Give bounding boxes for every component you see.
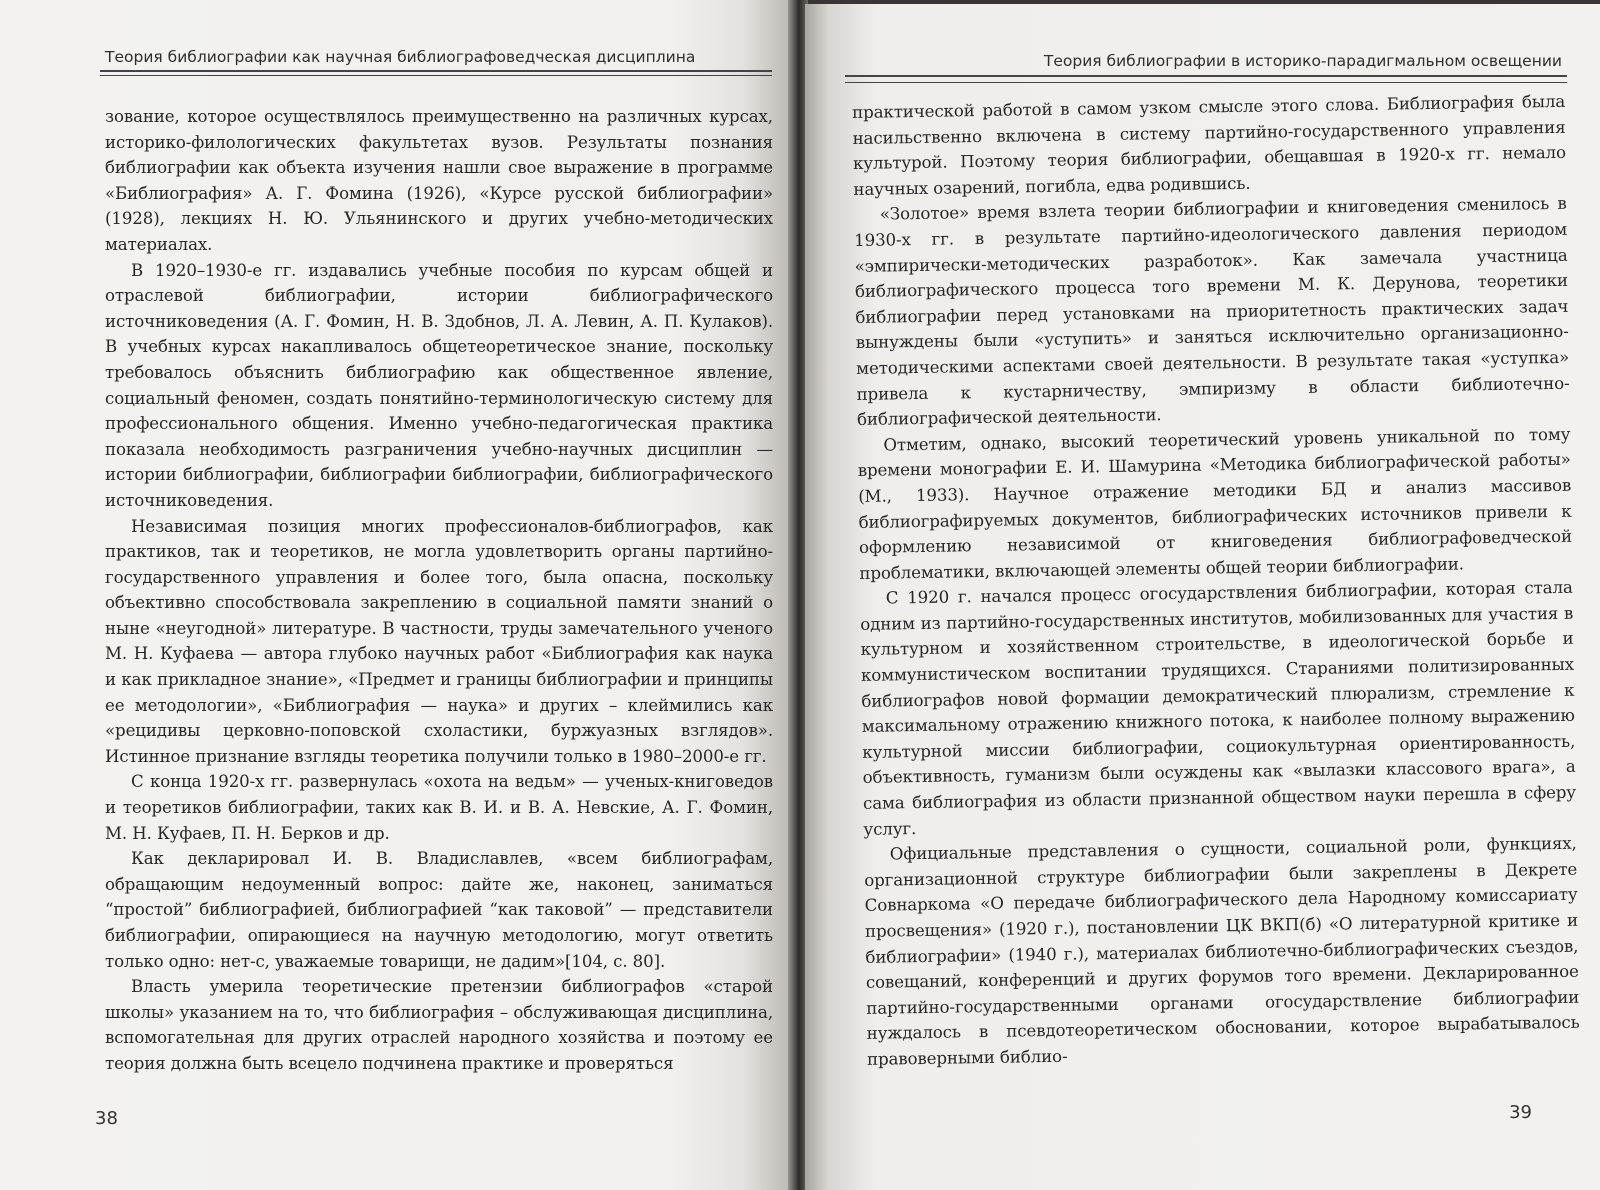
header-rule-thin — [845, 82, 1567, 83]
running-header: Теория библиографии в историко-парадигмальном освещении — [1043, 52, 1562, 70]
paragraph: Отметим, однако, высокий теоретический уровень уникальной по тому времени монографии Е. И. Шамурина «Методика библиографической работы» (М., 1933). Научное отражение методики БД и анализ массивов библиографируемых документов, библиографических источников привели к оформлению независимой от книговедения библиографоведческой проблематики, включающей элементы общей теории библиографии. — [857, 424, 1573, 583]
body-text — [105, 104, 773, 1077]
paragraph: «Золотое» время взлета теории библиографии и книговедения сменилось в 1930-х гг. в результате партийно-идеологического давления периодом «эмпирически-методических разработок». Как замечала участница библиографического процесса того времени М. К. Дерунова, теоретики библиографии перед установками на приоритетность практических задач вынуждены были «уступить» и заняться исключительно организационно-методическими аспектами своей деятельности. В результате такая «уступка» привела к кустарничеству, эмпиризму в области библиотечно-библиографической деятельности. — [854, 194, 1570, 430]
header-rule — [100, 70, 772, 72]
paragraph: Как декларировал И. В. Владиславлев, «всем библиографам, обращающим недоуменный вопрос: дайте же, наконец, заниматься “простой” библиографией, библиографией “как таковой” — представители библиографии, опирающиеся на научную методологию, могут ответить только одно: нет-с, уважаемые товарищи, не дадим»[104, с. 80]. — [105, 849, 773, 971]
page-number: 39 — [1509, 1102, 1532, 1123]
paragraph: зование, которое осуществлялось преимущественно на различных курсах, историко-филологических факультетах вузов. Результаты познания библиографии как объекта изучения нашли свое выражение в программе «Библиография» А. Г. Фомина (1926), «Курсе русской библиографии» (1928), лекциях Н. Ю. Ульянинского и других учебно-методических материалах. — [105, 107, 773, 254]
left-page — [0, 0, 790, 1190]
paragraph: практической работой в самом узком смысле этого слова. Библиография была насильственно включена в систему партийно-государственного управления культурой. Поэтому теория библиографии, обещавшая в 1920-х гг. немало научных озарений, погибла, едва родившись. — [852, 91, 1567, 199]
header-rule — [845, 75, 1567, 77]
paragraph: С 1920 г. начался процесс огосударствления библиографии, которая стала одним из партийно-государственных институтов, мобилизованных для участия в культурном и хозяйственном строительстве, в идеологической борьбе и коммунистическом воспитании трудящихся. Стараниями политизированных библиографов новой формации демократический плюрализм, стремление к максимальному отражению книжного потока, к наиболее полному выражению культурной миссии библиографии, социокультурная ориентированность, объективность, гуманизм были осуждены как «вылазки классового врага», а сама библиография из области признанной обществом науки перешла в сферу услуг. — [860, 578, 1577, 839]
paragraph: Официальные представления о сущности, социальной роли, функциях, организационной структуре библиографии были закреплены в Декрете Совнаркома «О передаче библиографического дела Народному комиссариату просвещения» (1920 г.), постановлении ЦК ВКП(б) «О литературной критике и библиографии» (1940 г.), материалах библиотечно-библиографических съездов, совещаний, конференций и других форумов того времени. Декларированное партийно-государственными органами огосударствление библиографии нуждалось в псевдотеоретическом обосновании, которое вырабатывалось правоверными библио- — [864, 833, 1580, 1069]
header-rule-thin — [100, 75, 772, 76]
running-header: Теория библиографии как научная библиографоведческая дисциплина — [105, 48, 696, 66]
right-page — [805, 4, 1600, 1190]
paragraph: С конца 1920-х гг. развернулась «охота на ведьм» — ученых-книговедов и теоретиков библиографии, таких как В. И. и В. А. Невские, А. Г. Фомин, М. Н. Куфаев, П. Н. Берков и др. — [105, 772, 773, 843]
paragraph: В 1920–1930-е гг. издавались учебные пособия по курсам общей и отраслевой библиографии, истории библиографического источниковедения (А. Г. Фомин, Н. В. Здобнов, Л. А. Левин, А. П. Кулаков). В учебных курсах накапливалось общетеоретическое знание, поскольку требовалось объяснить библиографию как общественное явление, социальный феномен, создать понятийно-терминологическую систему для профессионального общения. Именно учебно-педагогическая практика показала необходимость разграничения учебно-научных дисциплин — истории библиографии, библиографии библиографии, библиографического источниковедения. — [105, 260, 773, 510]
paragraph: Независимая позиция многих профессионалов-библиографов, как практиков, так и теоретиков, не могла удовлетворить органы партийно-государственного управления и более того, была опасна, поскольку объективно способствовала закреплению в социальной памяти знаний о ныне «неугодной» литературе. В частности, труды замечательного ученого М. Н. Куфаева — автора глубоко научных работ «Библиография как наука и как прикладное знание», «Предмет и границы библиографии и принципы ее методологии», «Библиография — наука» и других – клеймились как «рецидивы церковно-поповской схоластики, буржуазных взглядов». Истинное признание взгляды теоретика получили только в 1980–2000-е гг. — [105, 516, 773, 766]
paragraph: Власть умерила теоретические претензии библиографов «старой школы» указанием на то, что библиография – обслуживающая дисциплина, вспомогательная для других отраслей народного хозяйства и поэтому ее теория должна быть всецело подчинена практике и проверяться — [105, 977, 773, 1073]
body-text — [852, 89, 1580, 1073]
page-number: 38 — [95, 1108, 118, 1129]
